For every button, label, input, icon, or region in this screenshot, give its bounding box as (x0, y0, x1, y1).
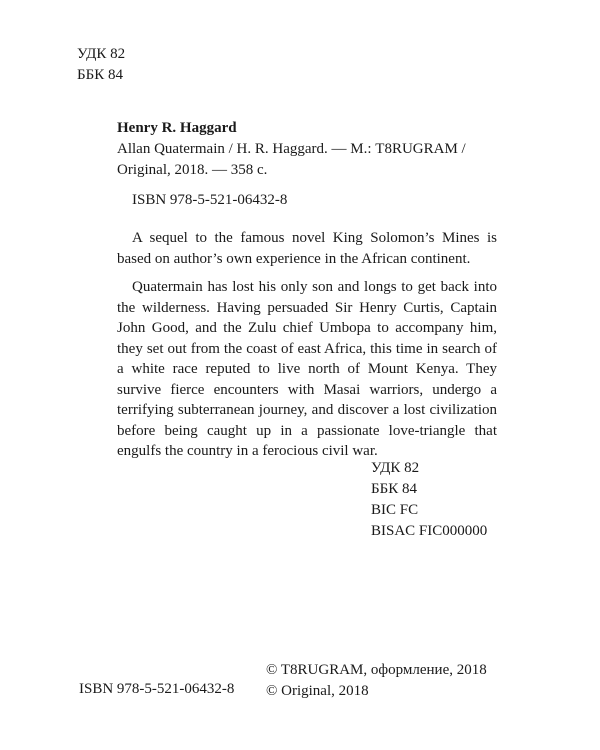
footer-isbn: ISBN 978-5-521-06432-8 (79, 681, 235, 697)
isbn-entry: ISBN 978-5-521-06432-8 (132, 192, 288, 208)
annotation-paragraph-1: A sequel to the famous novel King Solomon’s Mines is based on author’s own experience in the African continent. (117, 230, 497, 267)
annotation-paragraph-2: Quatermain has lost his only son and longs to get back into the wilderness. Having persuaded Sir Henry Curtis, Captain John Good, and the Zulu chief Umbopa to accompany him, they set out from the coast of east Africa, this time in search of a white race reputed to live north of Mount Kenya. They survive fierce encounters with Masai warriors, undergo a terrifying subterranean journey, and discover a lost civilization before being caught up in a passionate love-triangle that engulfs the country in a ferocious civil war. (117, 279, 497, 459)
udk-code: УДК 82 (77, 46, 126, 62)
bibliographic-record (117, 118, 497, 181)
bisac-code: BISAC FIC000000 (371, 523, 488, 539)
top-classification-codes (77, 44, 125, 86)
bic-code: BIC FC (371, 502, 419, 518)
bbk-code-2: ББК 84 (371, 481, 417, 497)
copyright-original: © Original, 2018 (266, 683, 369, 699)
copyright-design: © T8RUGRAM, оформление, 2018 (266, 662, 487, 678)
bbk-code: ББК 84 (77, 67, 123, 83)
author-name: Henry R. Haggard (117, 120, 237, 136)
copyright-notices (266, 660, 487, 702)
udk-code-2: УДК 82 (371, 460, 420, 476)
bibliographic-line-2: Original, 2018. — 358 с. (117, 162, 268, 178)
annotation (117, 228, 497, 470)
classification-codes (371, 458, 487, 542)
bibliographic-line-1: Allan Quatermain / H. R. Haggard. — М.: T8RUGRAM / (117, 141, 466, 157)
